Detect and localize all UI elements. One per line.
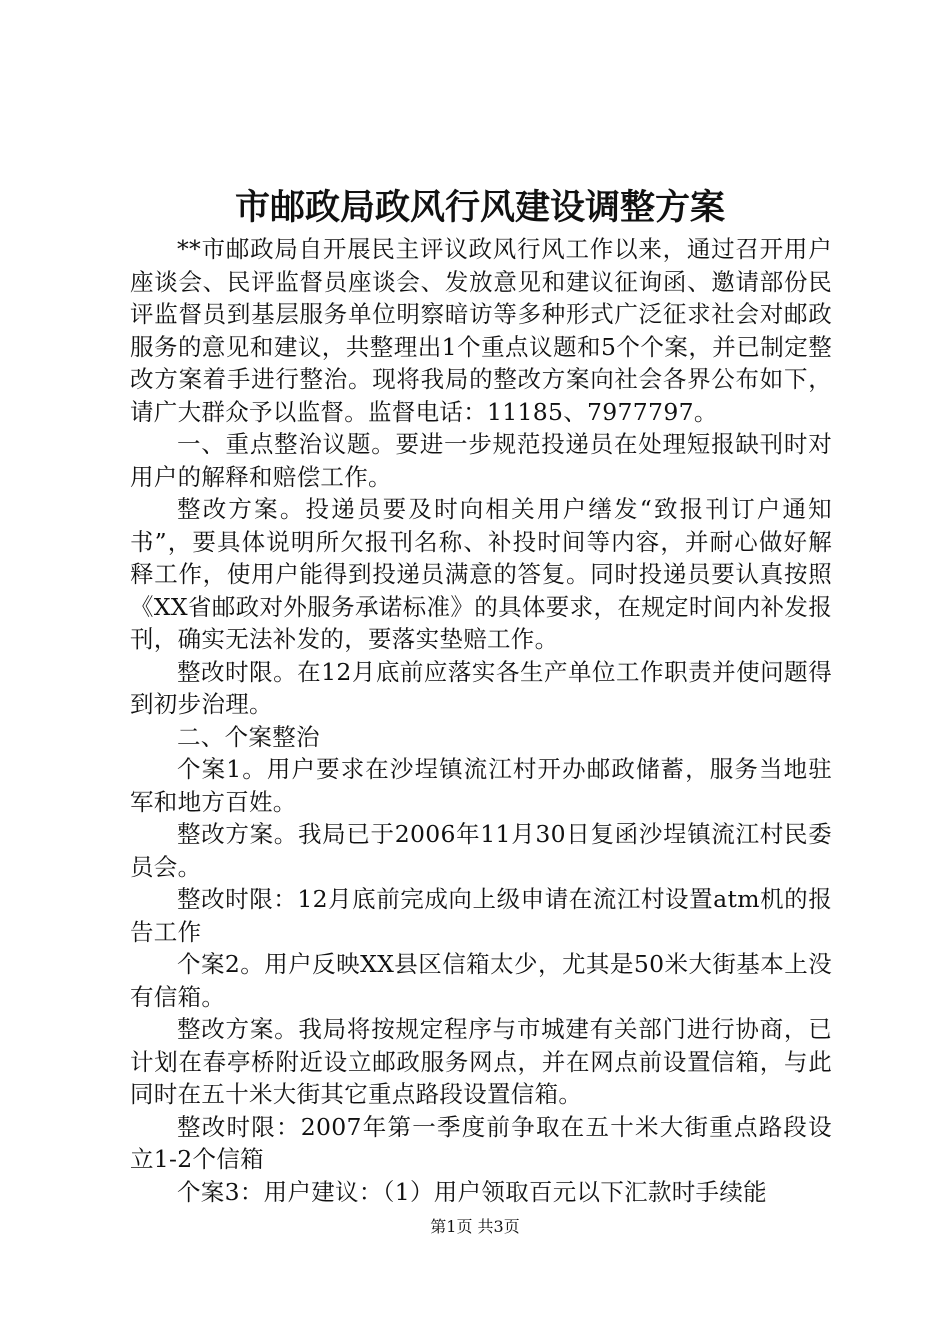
document-body (130, 233, 832, 1208)
paragraph-case-1-deadline: 整改时限：12月底前完成向上级申请在流江村设置atm机的报告工作 (130, 885, 832, 946)
paragraph-case-1-plan: 整改方案。我局已于2006年11月30日复函沙埕镇流江村民委员会。 (130, 820, 832, 881)
paragraph-case-2-plan: 整改方案。我局将按规定程序与市城建有关部门进行协商，已计划在春亭桥附近设立邮政服务网点，并在网点前设置信箱，与此同时在五十米大街其它重点路段设置信箱。 (130, 1015, 832, 1108)
paragraph-case-1: 个案1。用户要求在沙埕镇流江村开办邮政储蓄，服务当地驻军和地方百姓。 (130, 755, 832, 816)
paragraph-key-deadline: 整改时限。在12月底前应落实各生产单位工作职责并使问题得到初步治理。 (130, 657, 832, 718)
document-title: 市邮政局政风行风建设调整方案 (234, 187, 725, 228)
page-footer: 第1页 共3页 (430, 1217, 520, 1236)
section-heading-cases: 二、个案整治 (177, 722, 320, 751)
paragraph-case-3: 个案3：用户建议：（1）用户领取百元以下汇款时手续能 (177, 1177, 767, 1206)
paragraph-case-2-deadline: 整改时限：2007年第一季度前争取在五十米大街重点路段设立1-2个信箱 (130, 1112, 832, 1173)
paragraph-case-2: 个案2。用户反映XX县区信箱太少，尤其是50米大街基本上没有信箱。 (130, 950, 832, 1011)
paragraph-intro: **市邮政局自开展民主评议政风行风工作以来，通过召开用户座谈会、民评监督员座谈会、发放意见和建议征询函、邀请部份民评监督员到基层服务单位明察暗访等多种形式广泛征求社会对邮政服务的意见和建议，共整理出1个重点议题和5个个案，并已制定整改方案着手进行整治。现将我局的整改方案向社会各界公布如下，请广大群众予以监督。监督电话：11185、7977797。 (130, 235, 832, 426)
paragraph-key-plan: 整改方案。投递员要及时向相关用户缮发“致报刊订户通知书”，要具体说明所欠报刊名称、补投时间等内容，并耐心做好解释工作，使用户能得到投递员满意的答复。同时投递员要认真按照《XX省邮政对外服务承诺标准》的具体要求，在规定时间内补发报刊，确实无法补发的，要落实垫赔工作。 (130, 495, 832, 653)
paragraph-key-issue: 一、重点整治议题。要进一步规范投递员在处理短报缺刊时对用户的解释和赔偿工作。 (130, 430, 832, 491)
